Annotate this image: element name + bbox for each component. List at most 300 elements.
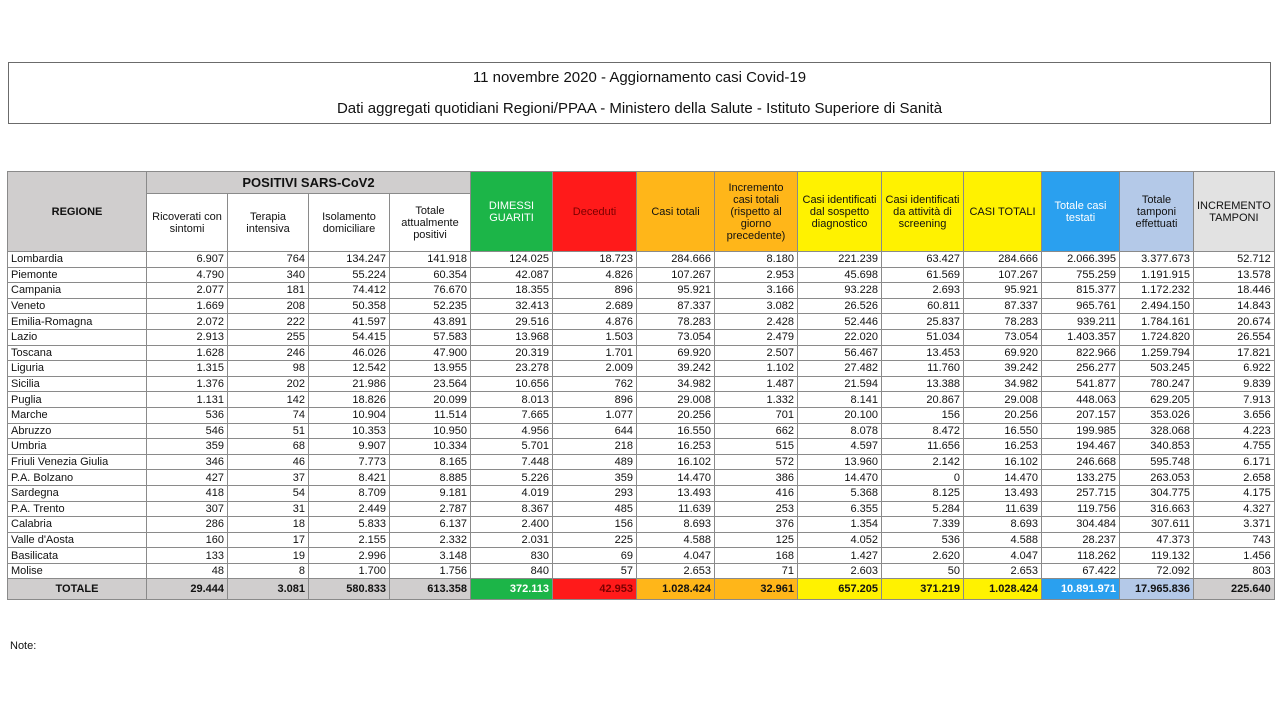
- value-cell: 26.554: [1194, 329, 1275, 345]
- value-cell: 5.833: [309, 517, 390, 533]
- value-cell: 55.224: [309, 267, 390, 283]
- value-cell: 51: [228, 423, 309, 439]
- table-row: [8, 423, 1275, 439]
- value-cell: 125: [715, 532, 798, 548]
- region-name-cell: Sardegna: [8, 485, 147, 501]
- value-cell: 69.920: [637, 345, 715, 361]
- value-cell: 0: [882, 470, 964, 486]
- value-cell: 541.877: [1042, 376, 1120, 392]
- region-name-cell: P.A. Trento: [8, 501, 147, 517]
- value-cell: 286: [147, 517, 228, 533]
- value-cell: 19: [228, 548, 309, 564]
- value-cell: 1.131: [147, 392, 228, 408]
- value-cell: 515: [715, 439, 798, 455]
- value-cell: 1.354: [798, 517, 882, 533]
- value-cell: 20.099: [390, 392, 471, 408]
- value-cell: 246: [228, 345, 309, 361]
- value-cell: 7.448: [471, 454, 553, 470]
- table-row: [8, 392, 1275, 408]
- value-cell: 119.756: [1042, 501, 1120, 517]
- value-cell: 119.132: [1120, 548, 1194, 564]
- value-cell: 1.259.794: [1120, 345, 1194, 361]
- table-row: [8, 252, 1275, 268]
- value-cell: 18.723: [553, 252, 637, 268]
- value-cell: 6.171: [1194, 454, 1275, 470]
- value-cell: 18.446: [1194, 283, 1275, 299]
- value-cell: 896: [553, 283, 637, 299]
- value-cell: 9.839: [1194, 376, 1275, 392]
- region-name-cell: Umbria: [8, 439, 147, 455]
- value-cell: 11.639: [637, 501, 715, 517]
- value-cell: 52.712: [1194, 252, 1275, 268]
- table-row: [8, 501, 1275, 517]
- value-cell: 8.165: [390, 454, 471, 470]
- col-header-casi-totali-2: CASI TOTALI: [964, 172, 1042, 252]
- value-cell: 257.715: [1042, 485, 1120, 501]
- value-cell: 8.709: [309, 485, 390, 501]
- value-cell: 4.223: [1194, 423, 1275, 439]
- value-cell: 8.693: [964, 517, 1042, 533]
- value-cell: 10.334: [390, 439, 471, 455]
- value-cell: 1.172.232: [1120, 283, 1194, 299]
- value-cell: 20.674: [1194, 314, 1275, 330]
- total-value-cell: 29.444: [147, 579, 228, 600]
- total-value-cell: 17.965.836: [1120, 579, 1194, 600]
- covid-data-table: [7, 171, 1275, 600]
- value-cell: 54: [228, 485, 309, 501]
- total-value-cell: 580.833: [309, 579, 390, 600]
- table-row: [8, 517, 1275, 533]
- table-row: [8, 298, 1275, 314]
- value-cell: 3.166: [715, 283, 798, 299]
- value-cell: 536: [882, 532, 964, 548]
- value-cell: 26.526: [798, 298, 882, 314]
- value-cell: 2.620: [882, 548, 964, 564]
- value-cell: 253: [715, 501, 798, 517]
- value-cell: 14.470: [798, 470, 882, 486]
- value-cell: 1.724.820: [1120, 329, 1194, 345]
- value-cell: 7.773: [309, 454, 390, 470]
- total-value-cell: 613.358: [390, 579, 471, 600]
- value-cell: 47.373: [1120, 532, 1194, 548]
- value-cell: 764: [228, 252, 309, 268]
- value-cell: 1.332: [715, 392, 798, 408]
- value-cell: 2.332: [390, 532, 471, 548]
- value-cell: 52.235: [390, 298, 471, 314]
- value-cell: 69.920: [964, 345, 1042, 361]
- value-cell: 10.904: [309, 407, 390, 423]
- value-cell: 328.068: [1120, 423, 1194, 439]
- region-name-cell: Marche: [8, 407, 147, 423]
- value-cell: 2.066.395: [1042, 252, 1120, 268]
- table-row: [8, 548, 1275, 564]
- value-cell: 5.226: [471, 470, 553, 486]
- value-cell: 2.693: [882, 283, 964, 299]
- value-cell: 60.354: [390, 267, 471, 283]
- value-cell: 263.053: [1120, 470, 1194, 486]
- value-cell: 503.245: [1120, 361, 1194, 377]
- value-cell: 76.670: [390, 283, 471, 299]
- col-header-sospetto-diagnostico: Casi identificati dal sospetto diagnostico: [798, 172, 882, 252]
- value-cell: 48: [147, 563, 228, 579]
- value-cell: 13.388: [882, 376, 964, 392]
- value-cell: 284.666: [964, 252, 1042, 268]
- value-cell: 4.790: [147, 267, 228, 283]
- value-cell: 2.689: [553, 298, 637, 314]
- value-cell: 54.415: [309, 329, 390, 345]
- value-cell: 17.821: [1194, 345, 1275, 361]
- table-row: [8, 314, 1275, 330]
- value-cell: 7.913: [1194, 392, 1275, 408]
- value-cell: 5.701: [471, 439, 553, 455]
- value-cell: 12.542: [309, 361, 390, 377]
- value-cell: 13.960: [798, 454, 882, 470]
- value-cell: 39.242: [637, 361, 715, 377]
- value-cell: 20.256: [964, 407, 1042, 423]
- value-cell: 6.137: [390, 517, 471, 533]
- value-cell: 13.955: [390, 361, 471, 377]
- table-row: [8, 485, 1275, 501]
- value-cell: 1.756: [390, 563, 471, 579]
- report-title-box: [8, 62, 1271, 124]
- region-name-cell: P.A. Bolzano: [8, 470, 147, 486]
- value-cell: 69: [553, 548, 637, 564]
- value-cell: 448.063: [1042, 392, 1120, 408]
- value-cell: 10.353: [309, 423, 390, 439]
- value-cell: 304.775: [1120, 485, 1194, 501]
- value-cell: 133.275: [1042, 470, 1120, 486]
- value-cell: 14.843: [1194, 298, 1275, 314]
- value-cell: 1.456: [1194, 548, 1275, 564]
- col-header-isolamento: Isolamento domiciliare: [309, 194, 390, 252]
- value-cell: 284.666: [637, 252, 715, 268]
- value-cell: 73.054: [964, 329, 1042, 345]
- value-cell: 376: [715, 517, 798, 533]
- value-cell: 20.319: [471, 345, 553, 361]
- col-header-regione: REGIONE: [8, 172, 147, 252]
- value-cell: 2.077: [147, 283, 228, 299]
- value-cell: 4.597: [798, 439, 882, 455]
- value-cell: 181: [228, 283, 309, 299]
- value-cell: 23.564: [390, 376, 471, 392]
- value-cell: 2.653: [637, 563, 715, 579]
- value-cell: 2.031: [471, 532, 553, 548]
- value-cell: 489: [553, 454, 637, 470]
- value-cell: 4.327: [1194, 501, 1275, 517]
- value-cell: 2.479: [715, 329, 798, 345]
- value-cell: 2.787: [390, 501, 471, 517]
- value-cell: 8.472: [882, 423, 964, 439]
- value-cell: 11.639: [964, 501, 1042, 517]
- value-cell: 133: [147, 548, 228, 564]
- value-cell: 2.155: [309, 532, 390, 548]
- col-header-dimessi: DIMESSI GUARITI: [471, 172, 553, 252]
- value-cell: 2.603: [798, 563, 882, 579]
- value-cell: 50: [882, 563, 964, 579]
- total-value-cell: 32.961: [715, 579, 798, 600]
- value-cell: 29.008: [964, 392, 1042, 408]
- value-cell: 662: [715, 423, 798, 439]
- value-cell: 1.427: [798, 548, 882, 564]
- value-cell: 60.811: [882, 298, 964, 314]
- value-cell: 16.550: [964, 423, 1042, 439]
- value-cell: 29.516: [471, 314, 553, 330]
- value-cell: 572: [715, 454, 798, 470]
- value-cell: 41.597: [309, 314, 390, 330]
- value-cell: 25.837: [882, 314, 964, 330]
- region-name-cell: Friuli Venezia Giulia: [8, 454, 147, 470]
- value-cell: 1.077: [553, 407, 637, 423]
- region-name-cell: Emilia-Romagna: [8, 314, 147, 330]
- value-cell: 304.484: [1042, 517, 1120, 533]
- value-cell: 3.371: [1194, 517, 1275, 533]
- value-cell: 52.446: [798, 314, 882, 330]
- value-cell: 17: [228, 532, 309, 548]
- value-cell: 644: [553, 423, 637, 439]
- value-cell: 4.019: [471, 485, 553, 501]
- value-cell: 22.020: [798, 329, 882, 345]
- value-cell: 3.082: [715, 298, 798, 314]
- value-cell: 4.047: [964, 548, 1042, 564]
- value-cell: 21.986: [309, 376, 390, 392]
- region-name-cell: Molise: [8, 563, 147, 579]
- note-label: Note:: [10, 640, 37, 652]
- region-name-cell: Sicilia: [8, 376, 147, 392]
- value-cell: 9.181: [390, 485, 471, 501]
- table-row: [8, 345, 1275, 361]
- value-cell: 78.283: [964, 314, 1042, 330]
- value-cell: 14.470: [637, 470, 715, 486]
- value-cell: 47.900: [390, 345, 471, 361]
- value-cell: 27.482: [798, 361, 882, 377]
- value-cell: 18.355: [471, 283, 553, 299]
- value-cell: 822.966: [1042, 345, 1120, 361]
- region-name-cell: Abruzzo: [8, 423, 147, 439]
- value-cell: 74.412: [309, 283, 390, 299]
- value-cell: 29.008: [637, 392, 715, 408]
- value-cell: 18.826: [309, 392, 390, 408]
- value-cell: 1.403.357: [1042, 329, 1120, 345]
- col-header-totale-positivi: Totale attualmente positivi: [390, 194, 471, 252]
- value-cell: 11.656: [882, 439, 964, 455]
- region-name-cell: Campania: [8, 283, 147, 299]
- table-row: [8, 563, 1275, 579]
- value-cell: 51.034: [882, 329, 964, 345]
- value-cell: 4.047: [637, 548, 715, 564]
- value-cell: 8.885: [390, 470, 471, 486]
- value-cell: 16.253: [964, 439, 1042, 455]
- total-value-cell: 42.953: [553, 579, 637, 600]
- value-cell: 118.262: [1042, 548, 1120, 564]
- value-cell: 56.467: [798, 345, 882, 361]
- value-cell: 10.656: [471, 376, 553, 392]
- region-name-cell: Puglia: [8, 392, 147, 408]
- region-name-cell: Lombardia: [8, 252, 147, 268]
- value-cell: 20.867: [882, 392, 964, 408]
- value-cell: 6.355: [798, 501, 882, 517]
- total-value-cell: 10.891.971: [1042, 579, 1120, 600]
- value-cell: 830: [471, 548, 553, 564]
- value-cell: 2.494.150: [1120, 298, 1194, 314]
- col-header-tamponi: Totale tamponi effettuati: [1120, 172, 1194, 252]
- value-cell: 98: [228, 361, 309, 377]
- value-cell: 2.142: [882, 454, 964, 470]
- value-cell: 107.267: [637, 267, 715, 283]
- value-cell: 46: [228, 454, 309, 470]
- value-cell: 87.337: [637, 298, 715, 314]
- value-cell: 2.653: [964, 563, 1042, 579]
- region-name-cell: Basilicata: [8, 548, 147, 564]
- value-cell: 1.503: [553, 329, 637, 345]
- value-cell: 225: [553, 532, 637, 548]
- value-cell: 340.853: [1120, 439, 1194, 455]
- value-cell: 803: [1194, 563, 1275, 579]
- value-cell: 63.427: [882, 252, 964, 268]
- region-name-cell: Piemonte: [8, 267, 147, 283]
- value-cell: 762: [553, 376, 637, 392]
- value-cell: 701: [715, 407, 798, 423]
- value-cell: 222: [228, 314, 309, 330]
- value-cell: 13.968: [471, 329, 553, 345]
- value-cell: 6.922: [1194, 361, 1275, 377]
- value-cell: 93.228: [798, 283, 882, 299]
- col-header-ricoverati: Ricoverati con sintomi: [147, 194, 228, 252]
- value-cell: 68: [228, 439, 309, 455]
- value-cell: 1.191.915: [1120, 267, 1194, 283]
- table-row: [8, 407, 1275, 423]
- value-cell: 8.421: [309, 470, 390, 486]
- value-cell: 1.669: [147, 298, 228, 314]
- value-cell: 207.157: [1042, 407, 1120, 423]
- value-cell: 1.376: [147, 376, 228, 392]
- value-cell: 95.921: [637, 283, 715, 299]
- value-cell: 168: [715, 548, 798, 564]
- value-cell: 427: [147, 470, 228, 486]
- value-cell: 293: [553, 485, 637, 501]
- table-row: [8, 361, 1275, 377]
- value-cell: 34.982: [637, 376, 715, 392]
- value-cell: 939.211: [1042, 314, 1120, 330]
- value-cell: 307: [147, 501, 228, 517]
- value-cell: 3.377.673: [1120, 252, 1194, 268]
- value-cell: 4.755: [1194, 439, 1275, 455]
- value-cell: 57: [553, 563, 637, 579]
- value-cell: 42.087: [471, 267, 553, 283]
- value-cell: 1.628: [147, 345, 228, 361]
- value-cell: 2.658: [1194, 470, 1275, 486]
- table-row: [8, 454, 1275, 470]
- value-cell: 20.100: [798, 407, 882, 423]
- value-cell: 50.358: [309, 298, 390, 314]
- value-cell: 386: [715, 470, 798, 486]
- col-header-screening: Casi identificati da attività di screening: [882, 172, 964, 252]
- value-cell: 14.470: [964, 470, 1042, 486]
- value-cell: 2.449: [309, 501, 390, 517]
- value-cell: 2.400: [471, 517, 553, 533]
- total-value-cell: 3.081: [228, 579, 309, 600]
- value-cell: 21.594: [798, 376, 882, 392]
- value-cell: 45.698: [798, 267, 882, 283]
- value-cell: 142: [228, 392, 309, 408]
- value-cell: 418: [147, 485, 228, 501]
- value-cell: 9.907: [309, 439, 390, 455]
- value-cell: 1.784.161: [1120, 314, 1194, 330]
- value-cell: 4.588: [637, 532, 715, 548]
- value-cell: 2.009: [553, 361, 637, 377]
- value-cell: 67.422: [1042, 563, 1120, 579]
- totals-label: TOTALE: [8, 579, 147, 600]
- value-cell: 31: [228, 501, 309, 517]
- value-cell: 221.239: [798, 252, 882, 268]
- value-cell: 46.026: [309, 345, 390, 361]
- value-cell: 307.611: [1120, 517, 1194, 533]
- value-cell: 1.701: [553, 345, 637, 361]
- total-value-cell: 657.205: [798, 579, 882, 600]
- col-group-positivi: POSITIVI SARS-CoV2: [147, 172, 471, 194]
- value-cell: 353.026: [1120, 407, 1194, 423]
- value-cell: 16.102: [964, 454, 1042, 470]
- value-cell: 8.013: [471, 392, 553, 408]
- value-cell: 16.550: [637, 423, 715, 439]
- value-cell: 156: [882, 407, 964, 423]
- value-cell: 346: [147, 454, 228, 470]
- value-cell: 4.175: [1194, 485, 1275, 501]
- value-cell: 37: [228, 470, 309, 486]
- value-cell: 4.052: [798, 532, 882, 548]
- value-cell: 6.907: [147, 252, 228, 268]
- value-cell: 4.956: [471, 423, 553, 439]
- value-cell: 2.996: [309, 548, 390, 564]
- value-cell: 16.102: [637, 454, 715, 470]
- value-cell: 2.072: [147, 314, 228, 330]
- value-cell: 74: [228, 407, 309, 423]
- value-cell: 629.205: [1120, 392, 1194, 408]
- value-cell: 71: [715, 563, 798, 579]
- value-cell: 2.507: [715, 345, 798, 361]
- total-value-cell: 1.028.424: [637, 579, 715, 600]
- value-cell: 34.982: [964, 376, 1042, 392]
- value-cell: 780.247: [1120, 376, 1194, 392]
- value-cell: 8.078: [798, 423, 882, 439]
- value-cell: 61.569: [882, 267, 964, 283]
- value-cell: 57.583: [390, 329, 471, 345]
- table-row: [8, 439, 1275, 455]
- value-cell: 13.493: [637, 485, 715, 501]
- value-cell: 199.985: [1042, 423, 1120, 439]
- value-cell: 896: [553, 392, 637, 408]
- value-cell: 4.588: [964, 532, 1042, 548]
- value-cell: 340: [228, 267, 309, 283]
- value-cell: 246.668: [1042, 454, 1120, 470]
- value-cell: 107.267: [964, 267, 1042, 283]
- total-value-cell: 372.113: [471, 579, 553, 600]
- value-cell: 3.148: [390, 548, 471, 564]
- value-cell: 10.950: [390, 423, 471, 439]
- value-cell: 8.180: [715, 252, 798, 268]
- value-cell: 546: [147, 423, 228, 439]
- table-row: [8, 376, 1275, 392]
- value-cell: 208: [228, 298, 309, 314]
- value-cell: 4.826: [553, 267, 637, 283]
- value-cell: 95.921: [964, 283, 1042, 299]
- value-cell: 2.953: [715, 267, 798, 283]
- value-cell: 13.493: [964, 485, 1042, 501]
- table-row: [8, 329, 1275, 345]
- table-row: [8, 283, 1275, 299]
- value-cell: 840: [471, 563, 553, 579]
- value-cell: 743: [1194, 532, 1275, 548]
- value-cell: 7.665: [471, 407, 553, 423]
